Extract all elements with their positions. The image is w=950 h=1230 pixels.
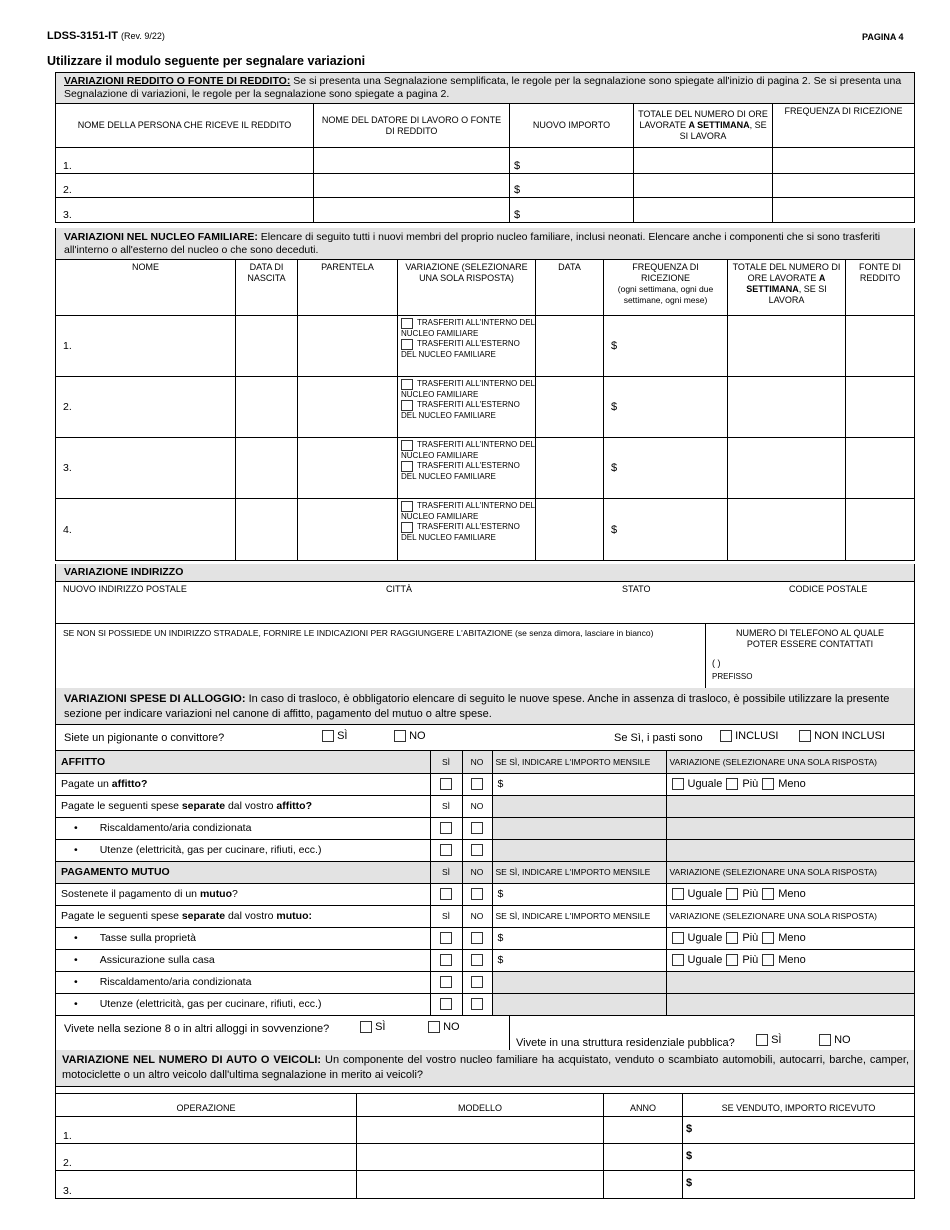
mortgage-yes-checkbox[interactable] bbox=[440, 888, 452, 900]
household-banner: VARIAZIONI NEL NUCLEO FAMILIARE: Elencare di seguito tutti i nuovi membri del proprio nucleo familiare, inclusi neonati. Elencare anche i componenti che si sono trasferiti all'interno o all'esterno del nucleo o che sono deceduti. bbox=[56, 228, 914, 260]
vehicles-section bbox=[55, 1050, 915, 1199]
insurance-same-checkbox[interactable] bbox=[672, 954, 684, 966]
model-field[interactable] bbox=[357, 1144, 604, 1170]
col-new-amount: NUOVO IMPORTO bbox=[510, 104, 634, 147]
housing-section bbox=[55, 688, 915, 1055]
amount-received-field[interactable]: $ bbox=[686, 1177, 693, 1189]
col-hh-hours: TOTALE DEL NUMERO DI ORE LAVORATE A SETTIMANA, SE SI LAVORA bbox=[728, 260, 846, 315]
model-field[interactable] bbox=[357, 1171, 604, 1198]
relationship-field[interactable] bbox=[298, 438, 398, 498]
col-hh-frequency: FREQUENZA DI RICEZIONE (ogni settimana, ogni due settimane, ogni mese) bbox=[604, 260, 728, 315]
hours-field[interactable] bbox=[634, 148, 773, 173]
insurance-less-checkbox[interactable] bbox=[762, 954, 774, 966]
rent-no-checkbox[interactable] bbox=[471, 778, 483, 790]
employer-field[interactable] bbox=[314, 148, 510, 173]
moved-out-checkbox[interactable] bbox=[401, 522, 413, 533]
mort-heating-yes-checkbox[interactable] bbox=[440, 976, 452, 988]
public-housing-no-checkbox[interactable] bbox=[819, 1034, 831, 1046]
rent-utilities-yes-checkbox[interactable] bbox=[440, 844, 452, 856]
section8-yes-checkbox[interactable] bbox=[360, 1021, 372, 1033]
hh-frequency-field[interactable]: $ bbox=[604, 438, 728, 498]
household-row[interactable]: 3. TRASFERITI ALL'INTERNO DEL NUCLEO FAMILIARE TRASFERITI ALL'ESTERNO DEL NUCLEO FAMILIARE $ bbox=[56, 438, 914, 499]
col-income-name: NOME DELLA PERSONA CHE RICEVE IL REDDITO bbox=[56, 104, 314, 147]
moved-in-checkbox[interactable] bbox=[401, 501, 413, 512]
rent-utilities-no-checkbox[interactable] bbox=[471, 844, 483, 856]
col-year: ANNO bbox=[604, 1094, 683, 1116]
mortgage-amount-field[interactable]: $ bbox=[492, 883, 666, 905]
taxes-yes-checkbox[interactable] bbox=[440, 932, 452, 944]
hh-hours-field[interactable] bbox=[728, 316, 846, 376]
income-row[interactable]: 2. $ bbox=[56, 174, 914, 198]
amount-field[interactable]: $ bbox=[510, 198, 634, 222]
directions-field[interactable]: SE NON SI POSSIEDE UN INDIRIZZO STRADALE, FORNIRE LE INDICAZIONI PER RAGGIUNGERE L'ABITAZIONE (se senza dimora, lasciare in bianco) bbox=[56, 624, 706, 690]
col-amount-received: SE VENDUTO, IMPORTO RICEVUTO bbox=[721, 1103, 876, 1113]
rent-yes-checkbox[interactable] bbox=[440, 778, 452, 790]
amount-field[interactable]: $ bbox=[510, 174, 634, 197]
mortgage-more-checkbox[interactable] bbox=[726, 888, 738, 900]
rent-same-checkbox[interactable] bbox=[672, 778, 684, 790]
meals-not-included-checkbox[interactable] bbox=[799, 730, 811, 742]
dob-field[interactable] bbox=[236, 316, 298, 376]
page-number: PAGINA 4 bbox=[862, 32, 904, 42]
dob-field[interactable] bbox=[236, 438, 298, 498]
address-section bbox=[55, 564, 915, 691]
hh-hours-field[interactable] bbox=[728, 377, 846, 437]
taxes-label: • Tasse sulla proprietà bbox=[56, 927, 430, 949]
boarder-no-checkbox[interactable] bbox=[394, 730, 406, 742]
taxes-amount-field[interactable]: $ bbox=[492, 927, 666, 949]
income-section bbox=[55, 72, 915, 223]
household-row[interactable]: 2. TRASFERITI ALL'INTERNO DEL NUCLEO FAMILIARE TRASFERITI ALL'ESTERNO DEL NUCLEO FAMILIARE $ bbox=[56, 377, 914, 438]
frequency-field[interactable] bbox=[773, 198, 914, 222]
rent-less-checkbox[interactable] bbox=[762, 778, 774, 790]
subsidized-row: Vivete nella sezione 8 o in altri alloggi in sovvenzione? SÌ NO Vivete in una struttura residenziale pubblica? SÌ NO bbox=[56, 1016, 914, 1054]
dob-field[interactable] bbox=[236, 377, 298, 437]
boarder-row: Siete un pigionante o convittore? SÌ NO Se Sì, i pasti sono INCLUSI NON INCLUSI bbox=[56, 725, 914, 751]
rent-heading: AFFITTO bbox=[56, 751, 430, 773]
change-options: TRASFERITI ALL'INTERNO DEL NUCLEO FAMILIARE TRASFERITI ALL'ESTERNO DEL NUCLEO FAMILIARE bbox=[398, 377, 536, 437]
mortgage-no-checkbox[interactable] bbox=[471, 888, 483, 900]
mortgage-less-checkbox[interactable] bbox=[762, 888, 774, 900]
col-income-source: FONTE DI REDDITO bbox=[859, 262, 901, 283]
frequency-field[interactable] bbox=[773, 174, 914, 197]
col-relationship: PARENTELA bbox=[298, 260, 398, 315]
frequency-field[interactable] bbox=[773, 148, 914, 173]
form-id: LDSS-3151-IT (Rev. 9/22) bbox=[47, 30, 165, 42]
area-code-label: PREFISSO bbox=[712, 672, 753, 681]
date-field[interactable] bbox=[536, 438, 604, 498]
employer-field[interactable] bbox=[314, 174, 510, 197]
hours-field[interactable] bbox=[634, 198, 773, 222]
taxes-same-checkbox[interactable] bbox=[672, 932, 684, 944]
moved-in-checkbox[interactable] bbox=[401, 318, 413, 329]
mort-utilities-label: • Utenze (elettricità, gas per cucinare, rifiuti, ecc.) bbox=[56, 993, 430, 1015]
hh-frequency-field[interactable]: $ bbox=[604, 377, 728, 437]
moved-out-checkbox[interactable] bbox=[401, 461, 413, 472]
change-options: TRASFERITI ALL'INTERNO DEL NUCLEO FAMILIARE TRASFERITI ALL'ESTERNO DEL NUCLEO FAMILIARE bbox=[398, 316, 536, 376]
hh-hours-field[interactable] bbox=[728, 438, 846, 498]
col-frequency: FREQUENZA DI RICEZIONE bbox=[784, 106, 903, 116]
mortgage-separate-question: Pagate le seguenti spese separate dal vostro mutuo: bbox=[56, 905, 430, 927]
income-row[interactable]: 1. $ bbox=[56, 148, 914, 174]
taxes-more-checkbox[interactable] bbox=[726, 932, 738, 944]
housing-banner: VARIAZIONI SPESE DI ALLOGGIO: In caso di trasloco, è obbligatorio elencare di seguito le nuove spese. Anche in assenza di trasloco, è possibile utilizzare la presente sezione per indicare variazioni nel canone di affitto, pagamento del mutuo o altre spese. bbox=[56, 688, 914, 725]
mortgage-heading: PAGAMENTO MUTUO bbox=[56, 861, 430, 883]
col-hh-name: NOME bbox=[56, 260, 236, 315]
boarder-yes-checkbox[interactable] bbox=[322, 730, 334, 742]
rent-heating-no-checkbox[interactable] bbox=[471, 822, 483, 834]
amount-received-field[interactable]: $ bbox=[686, 1150, 693, 1162]
date-field[interactable] bbox=[536, 377, 604, 437]
mort-heating-no-checkbox[interactable] bbox=[471, 976, 483, 988]
relationship-field[interactable] bbox=[298, 499, 398, 560]
mortgage-same-checkbox[interactable] bbox=[672, 888, 684, 900]
hh-frequency-field[interactable]: $ bbox=[604, 316, 728, 376]
household-row[interactable]: 4. TRASFERITI ALL'INTERNO DEL NUCLEO FAMILIARE TRASFERITI ALL'ESTERNO DEL NUCLEO FAMILIARE $ bbox=[56, 499, 914, 560]
mort-utilities-yes-checkbox[interactable] bbox=[440, 998, 452, 1010]
taxes-less-checkbox[interactable] bbox=[762, 932, 774, 944]
state-label: STATO bbox=[622, 584, 651, 594]
income-source-field[interactable] bbox=[846, 438, 914, 498]
col-hours-week: TOTALE DEL NUMERO DI ORE LAVORATE A SETTIMANA, SE SI LAVORA bbox=[634, 104, 773, 147]
col-dob: DATA DI NASCITA bbox=[236, 260, 298, 315]
income-source-field[interactable] bbox=[846, 316, 914, 376]
new-address-field[interactable]: NUOVO INDIRIZZO POSTALE CITTÀ STATO CODICE POSTALE bbox=[56, 582, 914, 624]
insurance-yes-checkbox[interactable] bbox=[440, 954, 452, 966]
rent-heating-label: • Riscaldamento/aria condizionata bbox=[56, 817, 430, 839]
relationship-field[interactable] bbox=[298, 377, 398, 437]
moved-out-checkbox[interactable] bbox=[401, 400, 413, 411]
hh-hours-field[interactable] bbox=[728, 499, 846, 560]
meals-included-checkbox[interactable] bbox=[720, 730, 732, 742]
insurance-no-checkbox[interactable] bbox=[471, 954, 483, 966]
insurance-label: • Assicurazione sulla casa bbox=[56, 949, 430, 971]
income-source-field[interactable] bbox=[846, 377, 914, 437]
section8-no-checkbox[interactable] bbox=[428, 1021, 440, 1033]
relationship-field[interactable] bbox=[298, 316, 398, 376]
vehicle-row[interactable]: 1. $ bbox=[56, 1117, 914, 1144]
col-employer: NOME DEL DATORE DI LAVORO O FONTE DI REDDITO bbox=[314, 104, 510, 147]
rent-more-checkbox[interactable] bbox=[726, 778, 738, 790]
city-label: CITTÀ bbox=[386, 584, 412, 594]
moved-in-checkbox[interactable] bbox=[401, 440, 413, 451]
year-field[interactable] bbox=[604, 1144, 683, 1170]
change-options: TRASFERITI ALL'INTERNO DEL NUCLEO FAMILIARE TRASFERITI ALL'ESTERNO DEL NUCLEO FAMILIARE bbox=[398, 499, 536, 560]
household-section bbox=[55, 228, 915, 561]
rent-amount-field[interactable]: $ bbox=[492, 773, 666, 795]
phone-field[interactable]: NUMERO DI TELEFONO AL QUALE POTER ESSERE CONTATTATI ( ) PREFISSO bbox=[712, 628, 885, 681]
mort-heating-label: • Riscaldamento/aria condizionata bbox=[56, 971, 430, 993]
amount-received-field[interactable]: $ bbox=[686, 1123, 693, 1135]
vehicles-banner: VARIAZIONE NEL NUMERO DI AUTO O VEICOLI: Un componente del vostro nucleo familiare ha acquistato, venduto o scambiato automobili, autocarri, barche, camper, motociclette o un altro veicolo dall'ultima segnalazione in merito ai veicoli? bbox=[56, 1050, 914, 1087]
col-operation: OPERAZIONE bbox=[56, 1094, 357, 1116]
year-field[interactable] bbox=[604, 1171, 683, 1198]
insurance-amount-field[interactable]: $ bbox=[492, 949, 666, 971]
pay-rent-question: Pagate un affitto? bbox=[56, 773, 430, 795]
model-field[interactable] bbox=[357, 1117, 604, 1143]
address-banner: VARIAZIONE INDIRIZZO bbox=[56, 564, 914, 582]
col-change: VARIAZIONE (SELEZIONARE UNA SOLA RISPOSTA) bbox=[398, 260, 536, 315]
vehicle-row[interactable]: 3. $ bbox=[56, 1171, 914, 1198]
vehicle-row[interactable]: 2. $ bbox=[56, 1144, 914, 1171]
income-banner: VARIAZIONI REDDITO O FONTE DI REDDITO: Se si presenta una Segnalazione semplificata, le regole per la segnalazione sono spiegate all'inizio di pagina 2. Se si presenta una Segnalazione di variazioni, le regole per la segnalazione sono spiegate a pagina 2. bbox=[56, 73, 914, 104]
col-date: DATA bbox=[536, 260, 604, 315]
page-title: Utilizzare il modulo seguente per segnalare variazioni bbox=[47, 54, 366, 68]
hours-field[interactable] bbox=[634, 174, 773, 197]
household-row[interactable]: 1. TRASFERITI ALL'INTERNO DEL NUCLEO FAMILIARE TRASFERITI ALL'ESTERNO DEL NUCLEO FAMILIARE $ bbox=[56, 316, 914, 377]
income-row[interactable]: 3. $ bbox=[56, 198, 914, 222]
rent-separate-question: Pagate le seguenti spese separate dal vostro affitto? bbox=[56, 795, 430, 817]
change-options: TRASFERITI ALL'INTERNO DEL NUCLEO FAMILIARE TRASFERITI ALL'ESTERNO DEL NUCLEO FAMILIARE bbox=[398, 438, 536, 498]
taxes-no-checkbox[interactable] bbox=[471, 932, 483, 944]
zip-label: CODICE POSTALE bbox=[789, 584, 868, 594]
income-source-field[interactable] bbox=[846, 499, 914, 560]
insurance-more-checkbox[interactable] bbox=[726, 954, 738, 966]
mort-utilities-no-checkbox[interactable] bbox=[471, 998, 483, 1010]
date-field[interactable] bbox=[536, 316, 604, 376]
rent-utilities-label: • Utenze (elettricità, gas per cucinare, rifiuti, ecc.) bbox=[56, 839, 430, 861]
housing-table: AFFITTO SÌ NO SE SÌ, INDICARE L'IMPORTO MENSILE VARIAZIONE (SELEZIONARE UNA SOLA RISPOSTA) Pagate un affitto? $ Uguale Più Meno Pagate le seguenti spese separate dal vostro affitto? SÌ NO • Riscaldamento/aria condizionata • Utenze (elettricità, gas per cucinare, rifiuti, ecc.) PAGAMENTO MUTUO SÌ NO SE SÌ, INDICARE L'IMPORTO MENSILE VARIAZIONE (SELEZIONARE UNA SOLA RISPOSTA) Sostenete il pagamento di un mutuo? $ Uguale Più Meno Pagate le seguenti spese separate dal vostro mutuo: SÌ NO SE SÌ, INDICARE L'IMPORTO MENSILE VARIAZIONE (SELEZIONARE UNA SOLA RISPOSTA) • Tasse sulla proprietà $ Uguale Più Meno • Assicurazione sulla casa $ Uguale Più Meno • Riscaldamento/aria condizionata • Utenze (elettricità, gas per cucinare, rifiuti, ecc.) bbox=[56, 751, 914, 1016]
col-model: MODELLO bbox=[357, 1094, 604, 1116]
date-field[interactable] bbox=[536, 499, 604, 560]
hh-frequency-field[interactable]: $ bbox=[604, 499, 728, 560]
form-revision: (Rev. 9/22) bbox=[120, 31, 165, 41]
amount-field[interactable]: $ bbox=[510, 148, 634, 173]
rent-heating-yes-checkbox[interactable] bbox=[440, 822, 452, 834]
moved-out-checkbox[interactable] bbox=[401, 339, 413, 350]
employer-field[interactable] bbox=[314, 198, 510, 222]
pay-mortgage-question: Sostenete il pagamento di un mutuo? bbox=[56, 883, 430, 905]
moved-in-checkbox[interactable] bbox=[401, 379, 413, 390]
year-field[interactable] bbox=[604, 1117, 683, 1143]
public-housing-yes-checkbox[interactable] bbox=[756, 1034, 768, 1046]
dob-field[interactable] bbox=[236, 499, 298, 560]
